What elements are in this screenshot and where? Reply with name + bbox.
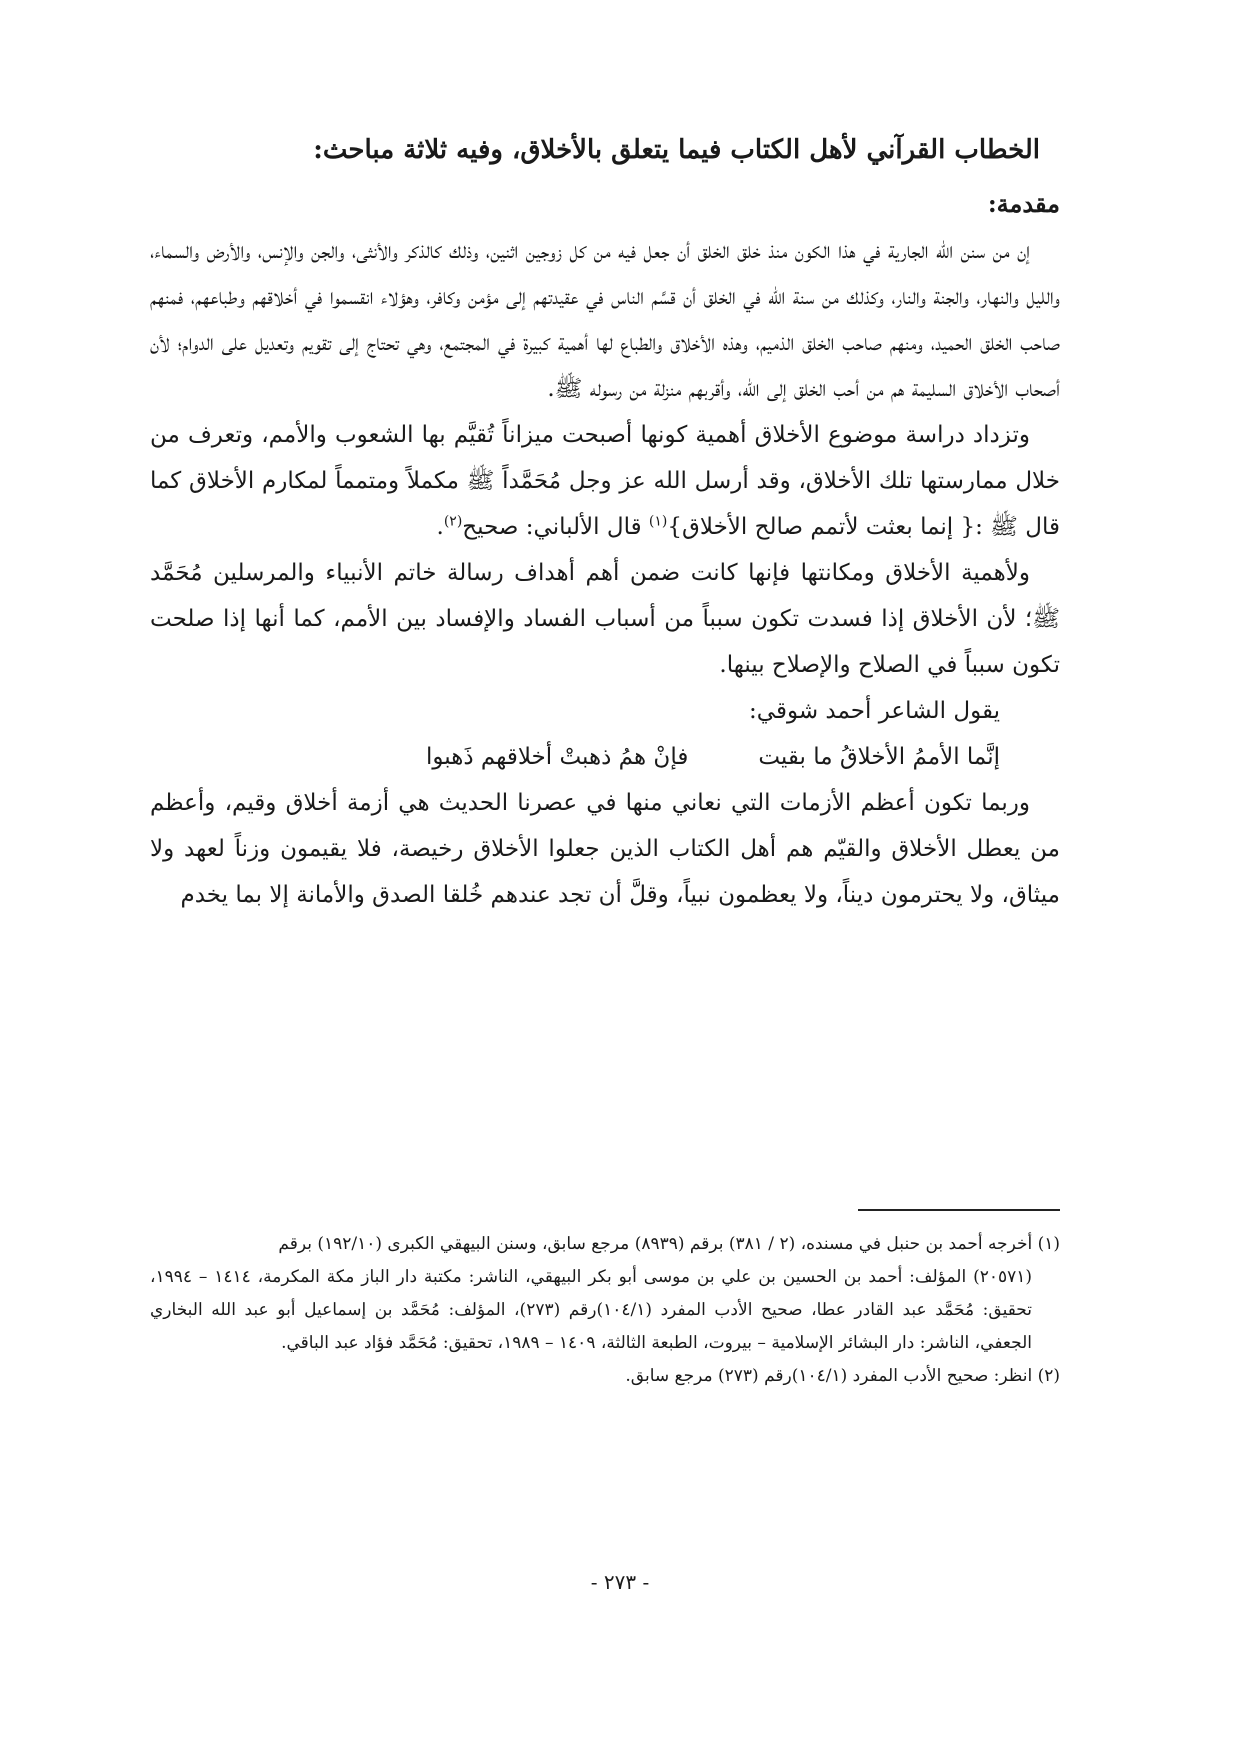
main-text bbox=[150, 120, 1060, 918]
paragraph-intro: إن من سنن الله الجارية في هذا الكون منذ خلق الخلق أن جعل فيه من كل زوجين اثنين، وذلك كالذكر والأنثى، والجن والإنس، والأرض والسماء، والليل والنهار، والجنة والنار، وكذلك من سنة الله في الخلق أن قسَّم الناس في عقيدتهم إلى مؤمن وكافر، وهؤلاء انقسموا في أخلاقهم وطباعهم، فمنهم صاحب الخلق الحميد، ومنهم صاحب الخلق الذميم، وهذه الأخلاق والطباع لها أهمية كبيرة في المجتمع، وهي تحتاج إلى تقويم وتعديل على الدوام؛ لأن أصحاب الأخلاق السليمة هم من أحب الخلق إلى الله، وأقربهم منزلة من رسوله ﷺ. bbox=[150, 238, 1060, 402]
poetry-verse bbox=[150, 734, 1060, 780]
verse-hemistich-1: إنَّما الأممُ الأخلاقُ ما بقيت bbox=[758, 744, 1000, 770]
page-heading: الخطاب القرآني لأهل الكتاب فيما يتعلق بالأخلاق، وفيه ثلاثة مباحث: bbox=[313, 135, 1040, 165]
paragraph-importance bbox=[150, 412, 1060, 550]
paragraph-mission: ولأهمية الأخلاق ومكانتها فإنها كانت ضمن أهم أهداف رسالة خاتم الأنبياء والمرسلين مُحَمَّد ﷺ؛ لأن الأخلاق إذا فسدت تكون سبباً من أسباب الفساد والإفساد بين الأمم، كما أنها إذا صلحت تكون سبباً في الصلاح والإصلاح بينها. bbox=[150, 560, 1060, 678]
verse-intro: يقول الشاعر أحمد شوقي: bbox=[749, 698, 1000, 724]
verse-hemistich-2: فإنْ همُ ذهبتْ أخلاقهم ذَهبوا bbox=[426, 744, 689, 770]
paragraph-crisis: وربما تكون أعظم الأزمات التي نعاني منها في عصرنا الحديث هي أزمة أخلاق وقيم، وأعظم من يعطل الأخلاق والقيّم هم أهل الكتاب الذين جعلوا الأخلاق رخيصة، فلا يقيمون وزناً لعهد ولا ميثاق، ولا يحترمون ديناً، ولا يعظمون نبياً، وقلَّ أن تجد عندهم خُلقا الصدق والأمانة إلا بما يخدم bbox=[150, 790, 1060, 908]
footnote-1-first-line: (١) أخرجه أحمد بن حنبل في مسنده، (٢ / ٣٨١) برقم (٨٩٣٩) مرجع سابق، وسنن البيهقي الكبرى (١٩٢/١٠) برقم bbox=[278, 1234, 1060, 1254]
footnote-ref-1[interactable]: (١) bbox=[648, 513, 668, 530]
page-number: - ٢٧٣ - bbox=[590, 1570, 650, 1594]
footnotes bbox=[150, 1228, 1060, 1393]
section-subheading: مقدمة: bbox=[987, 189, 1060, 218]
paragraph-importance-text-after: . bbox=[436, 514, 444, 540]
paragraph-importance-text-middle: قال الألباني: صحيح bbox=[462, 514, 649, 540]
footnote-2: (٢) انظر: صحيح الأدب المفرد (١٠٤/١)رقم (٢٧٣) مرجع سابق. bbox=[625, 1366, 1060, 1386]
footnote-1-continuation: (٢٠٥٧١) المؤلف: أحمد بن الحسين بن علي بن موسى أبو بكر البيهقي، الناشر: مكتبة دار الباز مكة المكرمة، ١٤١٤ – ١٩٩٤، تحقيق: مُحَمَّد عبد القادر عطا، صحيح الأدب المفرد (١٠٤/١)رقم (٢٧٣)، المؤلف: مُحَمَّد بن إسماعيل أبو عبد الله البخاري الجعفي، الناشر: دار البشائر الإسلامية – بيروت، الطبعة الثالثة، ١٤٠٩ – ١٩٨٩، تحقيق: مُحَمَّد فؤاد عبد الباقي. bbox=[150, 1267, 1032, 1353]
footnote-separator bbox=[858, 1209, 1060, 1211]
paragraph-importance-text-before: وتزداد دراسة موضوع الأخلاق أهمية كونها أصبحت ميزاناً تُقيَّم بها الشعوب والأمم، وتعرف من خلال ممارستها تلك الأخلاق، وقد أرسل الله عز وجل مُحَمَّداً ﷺ مكملاً ومتمماً لمكارم الأخلاق كما قال ﷺ :{ إنما بعثت لأتمم صالح الأخلاق} bbox=[150, 422, 1060, 540]
footnote-ref-2[interactable]: (٢) bbox=[443, 513, 463, 530]
